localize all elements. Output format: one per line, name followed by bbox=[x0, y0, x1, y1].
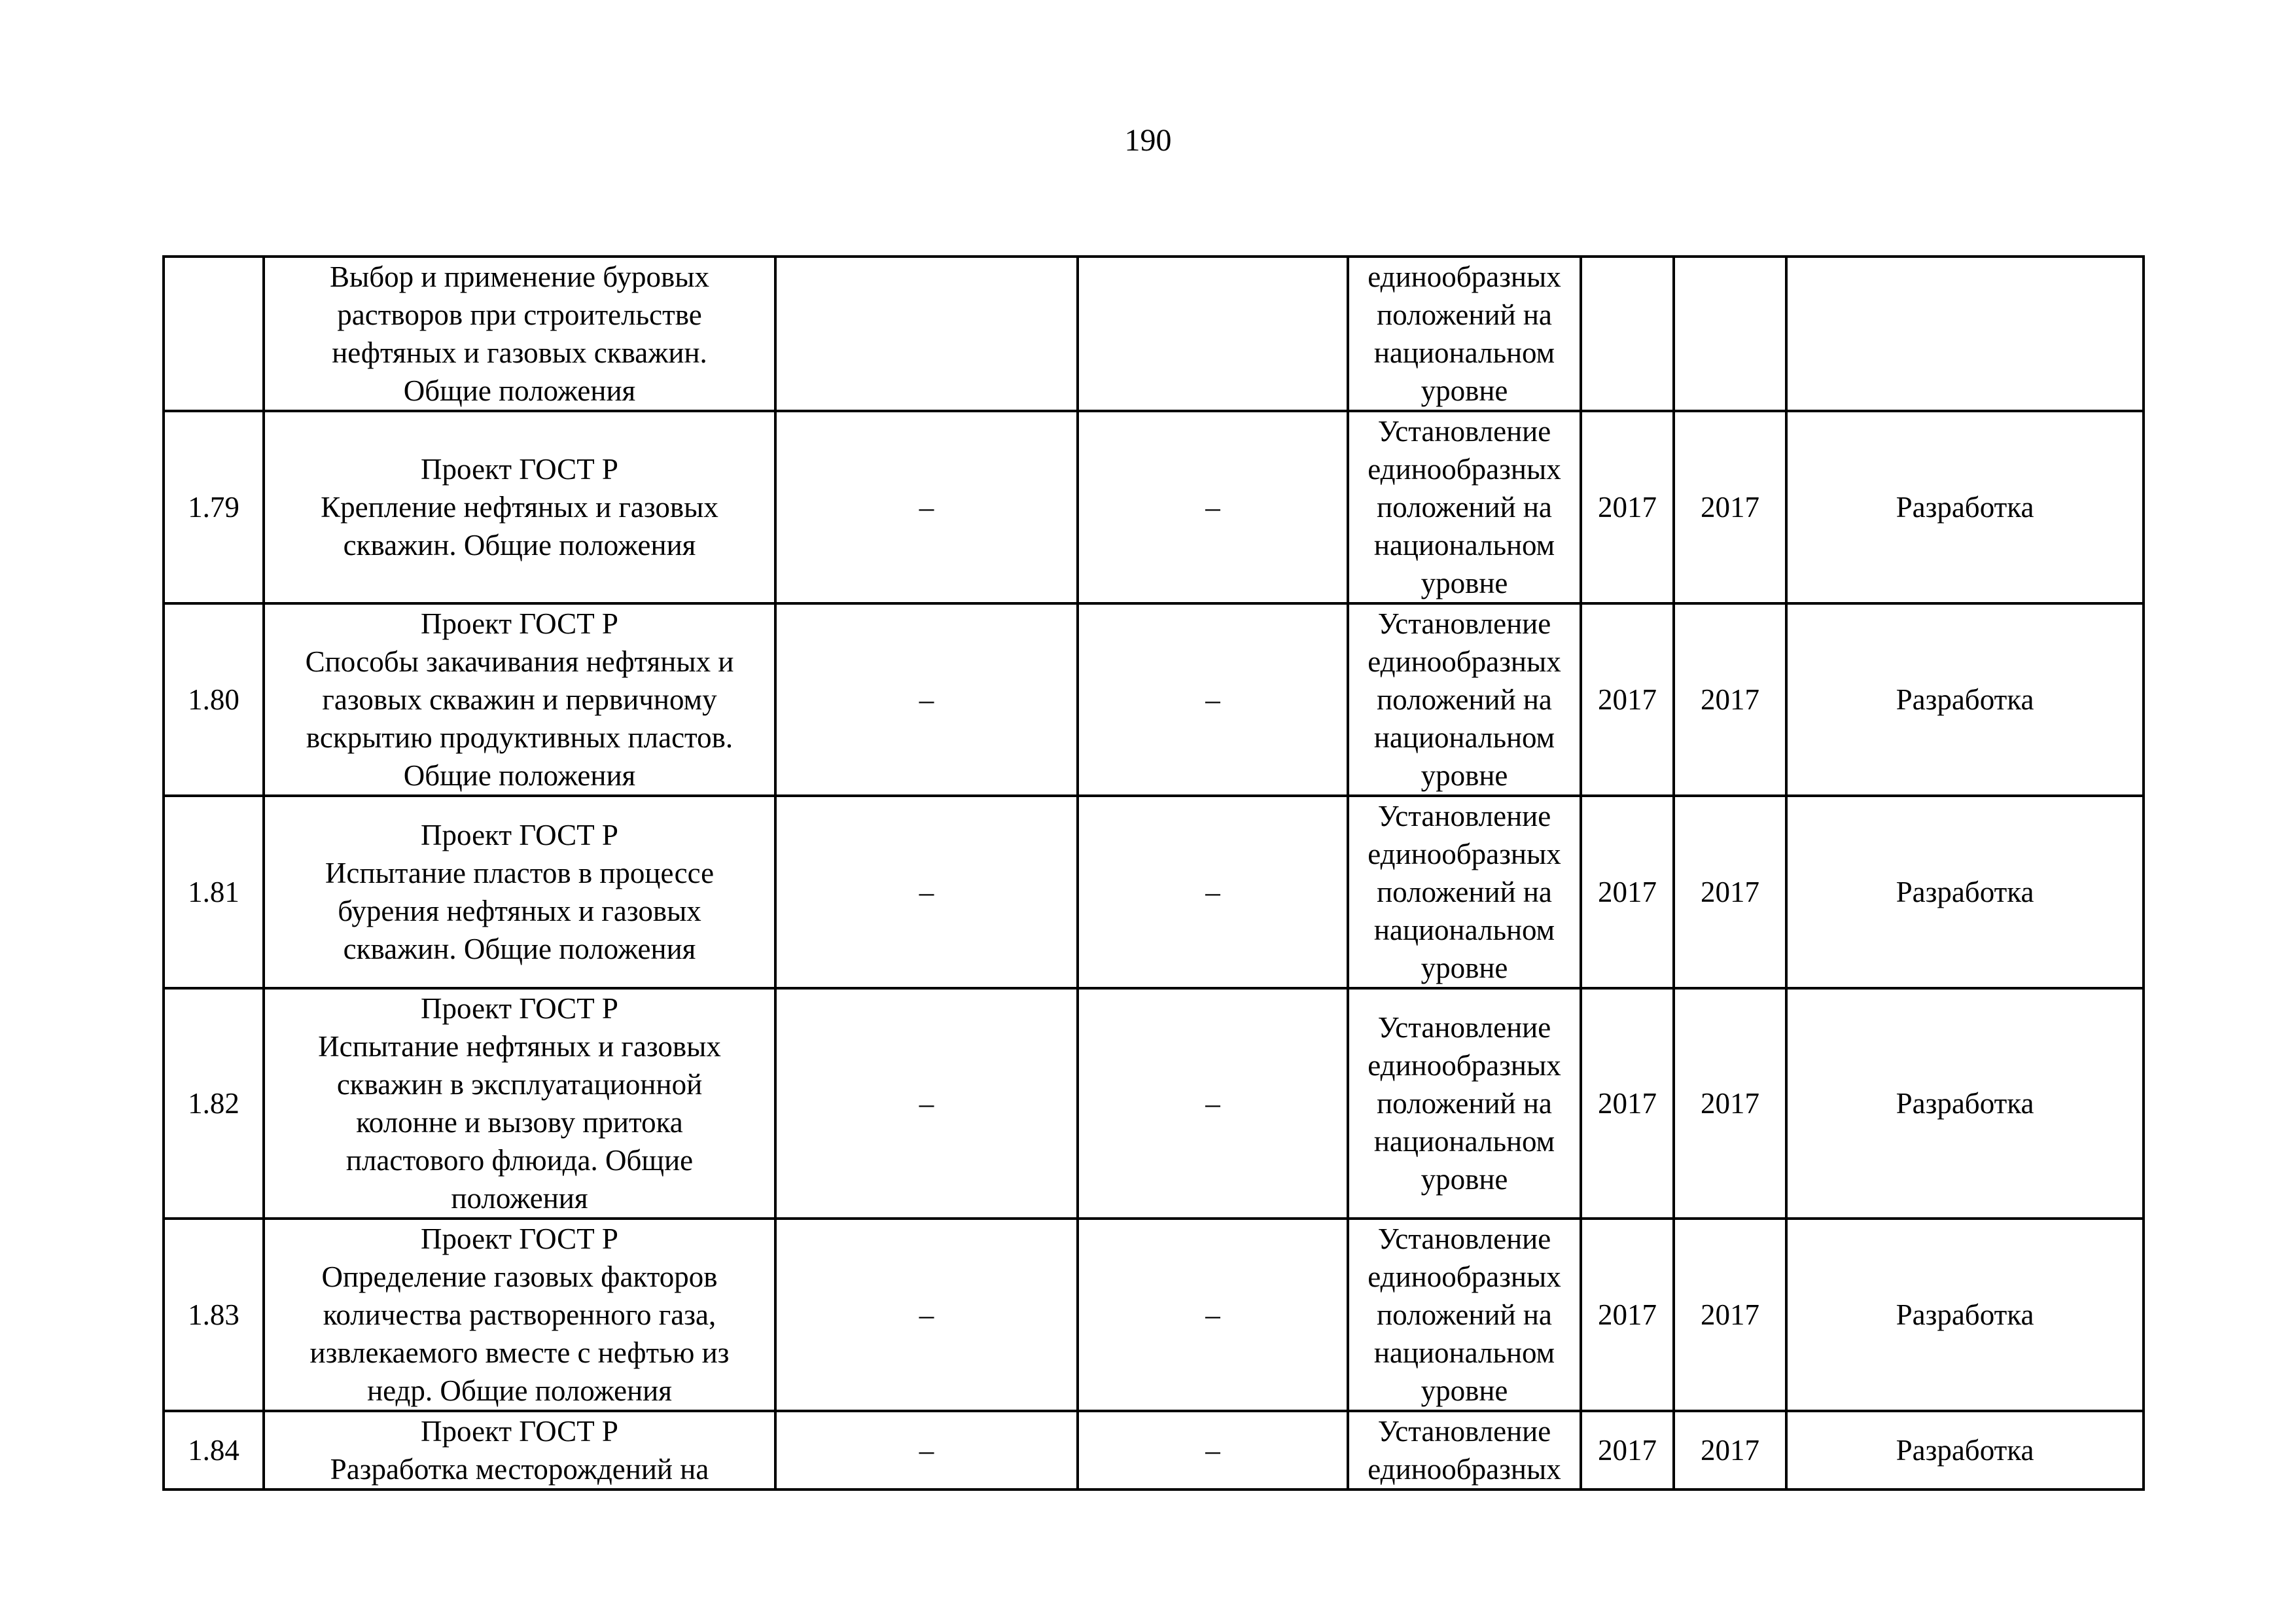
table-row bbox=[164, 603, 2144, 796]
table-row bbox=[164, 796, 2144, 988]
cell-col4: – bbox=[1078, 1219, 1348, 1411]
goal-cell: Установление единообразных положений на национальном уровне bbox=[1348, 411, 1581, 603]
cell-col4: – bbox=[1078, 1411, 1348, 1489]
status-cell bbox=[1786, 257, 2144, 411]
start-year: 2017 bbox=[1581, 988, 1674, 1219]
goal-cell: Установление единообразных положений на национальном уровне bbox=[1348, 603, 1581, 796]
standards-table bbox=[162, 255, 2145, 1491]
goal-cell: Установление единообразных bbox=[1348, 1411, 1581, 1489]
end-year: 2017 bbox=[1674, 1219, 1786, 1411]
end-year: 2017 bbox=[1674, 988, 1786, 1219]
end-year: 2017 bbox=[1674, 603, 1786, 796]
status-cell: Разработка bbox=[1786, 603, 2144, 796]
document-title: Проект ГОСТ Р Способы закачивания нефтяных и газовых скважин и первичному вскрытию продуктивных пластов. Общие положения bbox=[264, 603, 775, 796]
end-year: 2017 bbox=[1674, 411, 1786, 603]
cell-col3 bbox=[775, 257, 1078, 411]
start-year: 2017 bbox=[1581, 1411, 1674, 1489]
row-number: 1.79 bbox=[164, 411, 264, 603]
page-number: 190 bbox=[1124, 123, 1172, 158]
row-number: 1.84 bbox=[164, 1411, 264, 1489]
cell-col3: – bbox=[775, 1219, 1078, 1411]
table-row bbox=[164, 1219, 2144, 1411]
row-number: 1.80 bbox=[164, 603, 264, 796]
start-year: 2017 bbox=[1581, 1219, 1674, 1411]
table-row bbox=[164, 988, 2144, 1219]
start-year: 2017 bbox=[1581, 796, 1674, 988]
table-row bbox=[164, 257, 2144, 411]
end-year: 2017 bbox=[1674, 1411, 1786, 1489]
document-title: Проект ГОСТ Р Испытание пластов в процессе бурения нефтяных и газовых скважин. Общие положения bbox=[264, 796, 775, 988]
goal-cell: Установление единообразных положений на национальном уровне bbox=[1348, 796, 1581, 988]
cell-col4: – bbox=[1078, 796, 1348, 988]
goal-cell: единообразных положений на национальном уровне bbox=[1348, 257, 1581, 411]
document-title: Проект ГОСТ Р Разработка месторождений на bbox=[264, 1411, 775, 1489]
table-row bbox=[164, 411, 2144, 603]
cell-col3: – bbox=[775, 988, 1078, 1219]
row-number: 1.81 bbox=[164, 796, 264, 988]
status-cell: Разработка bbox=[1786, 1219, 2144, 1411]
cell-col3: – bbox=[775, 1411, 1078, 1489]
document-title: Проект ГОСТ Р Крепление нефтяных и газовых скважин. Общие положения bbox=[264, 411, 775, 603]
status-cell: Разработка bbox=[1786, 1411, 2144, 1489]
row-number: 1.83 bbox=[164, 1219, 264, 1411]
cell-col4: – bbox=[1078, 411, 1348, 603]
table-row bbox=[164, 1411, 2144, 1489]
end-year: 2017 bbox=[1674, 796, 1786, 988]
goal-cell: Установление единообразных положений на национальном уровне bbox=[1348, 1219, 1581, 1411]
cell-col3: – bbox=[775, 411, 1078, 603]
end-year bbox=[1674, 257, 1786, 411]
cell-col4 bbox=[1078, 257, 1348, 411]
start-year: 2017 bbox=[1581, 603, 1674, 796]
status-cell: Разработка bbox=[1786, 411, 2144, 603]
row-number: 1.82 bbox=[164, 988, 264, 1219]
cell-col3: – bbox=[775, 796, 1078, 988]
document-title: Проект ГОСТ Р Испытание нефтяных и газовых скважин в эксплуатационной колонне и вызову притока пластового флюида. Общие положения bbox=[264, 988, 775, 1219]
cell-col3: – bbox=[775, 603, 1078, 796]
cell-col4: – bbox=[1078, 603, 1348, 796]
status-cell: Разработка bbox=[1786, 796, 2144, 988]
cell-col4: – bbox=[1078, 988, 1348, 1219]
start-year bbox=[1581, 257, 1674, 411]
document-title: Проект ГОСТ Р Определение газовых факторов количества растворенного газа, извлекаемого вместе с нефтью из недр. Общие положения bbox=[264, 1219, 775, 1411]
document-title: Выбор и применение буровых растворов при строительстве нефтяных и газовых скважин. Общие положения bbox=[264, 257, 775, 411]
start-year: 2017 bbox=[1581, 411, 1674, 603]
goal-cell: Установление единообразных положений на национальном уровне bbox=[1348, 988, 1581, 1219]
row-number bbox=[164, 257, 264, 411]
status-cell: Разработка bbox=[1786, 988, 2144, 1219]
